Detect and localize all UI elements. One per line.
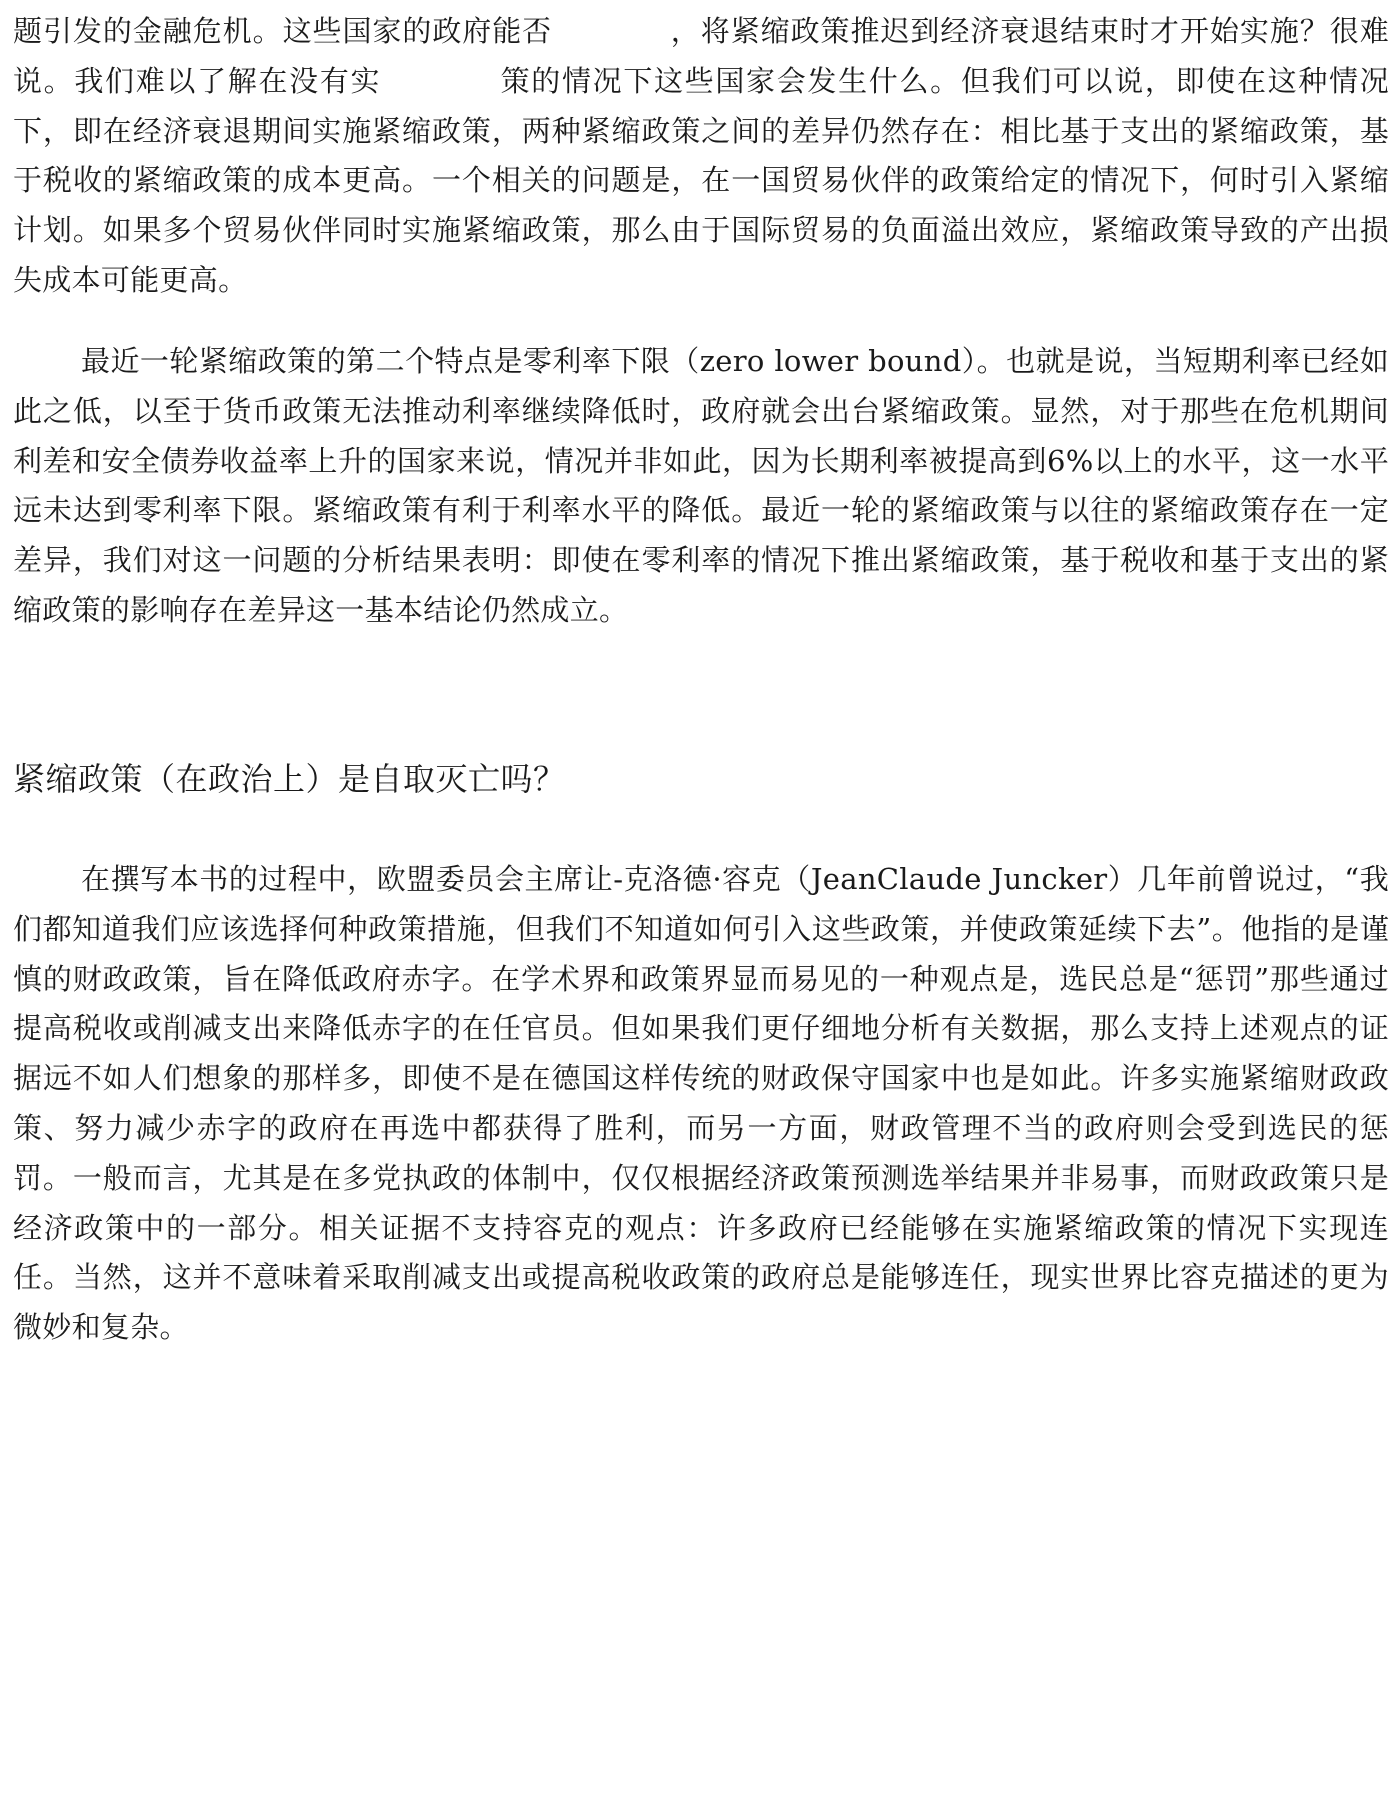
paragraph-1-text-a: 题引发的金融危机。这些国家的政府能否 <box>13 14 553 48</box>
paragraph-continued <box>13 7 1389 306</box>
paragraph-1-text-c: 策的情况下这些国家会发生什么。但我们可以说，即使在这种情况下，即在经济衰退期间实施紧缩政策，两种紧缩政策之间的差异仍然存在：相比基于支出的紧缩政策，基于税收的紧缩政策的成本更高。一个相关的问题是，在一国贸易伙伴的政策给定的情况下，何时引入紧缩计划。如果多个贸易伙伴同时实施紧缩政策，那么由于国际贸易的负面溢出效应，紧缩政策导致的产出损失成本可能更高。 <box>13 63 1390 297</box>
paragraph-juncker: 在撰写本书的过程中，欧盟委员会主席让-克洛德·容克（JeanClaude Juncker）几年前曾说过，“我们都知道我们应该选择何种政策措施，但我们不知道如何引入这些政策，并使政策延续下去”。他指的是谨慎的财政政策，旨在降低政府赤字。在学术界和政策界显而易见的一种观点是，选民总是“惩罚”那些通过提高税收或削减支出来降低赤字的在任官员。但如果我们更仔细地分析有关数据，那么支持上述观点的证据远不如人们想象的那样多，即使不是在德国这样传统的财政保守国家中也是如此。许多实施紧缩财政政策、努力减少赤字的政府在再选中都获得了胜利，而另一方面，财政管理不当的政府则会受到选民的惩罚。一般而言，尤其是在多党执政的体制中，仅仅根据经济政策预测选举结果并非易事，而财政政策只是经济政策中的一部分。相关证据不支持容克的观点：许多政府已经能够在实施紧缩政策的情况下实现连任。当然，这并不意味着采取削减支出或提高税收政策的政府总是能够连任，现实世界比容克描述的更为微妙和复杂。 <box>13 862 1389 1345</box>
paragraph-1-text-b: ，将紧缩政策推迟到经济衰退结束时才开始实施？很难说。我们难以了解在没有实 <box>13 14 1389 98</box>
paragraph-zero-lower-bound: 最近一轮紧缩政策的第二个特点是零利率下限（zero lower bound）。也就是说，当短期利率已经如此之低，以至于货币政策无法推动利率继续降低时，政府就会出台紧缩政策。显然，对于那些在危机期间利差和安全债券收益率上升的国家来说，情况并非如此，因为长期利率被提高到6%以上的水平，这一水平远未达到零利率下限。紧缩政策有利于利率水平的降低。最近一轮的紧缩政策与以往的紧缩政策存在一定差异，我们对这一问题的分析结果表明：即使在零利率的情况下推出紧缩政策，基于税收和基于支出的紧缩政策的影响存在差异这一基本结论仍然成立。 <box>13 344 1389 627</box>
section-heading: 紧缩政策（在政治上）是自取灭亡吗？ <box>13 760 566 798</box>
